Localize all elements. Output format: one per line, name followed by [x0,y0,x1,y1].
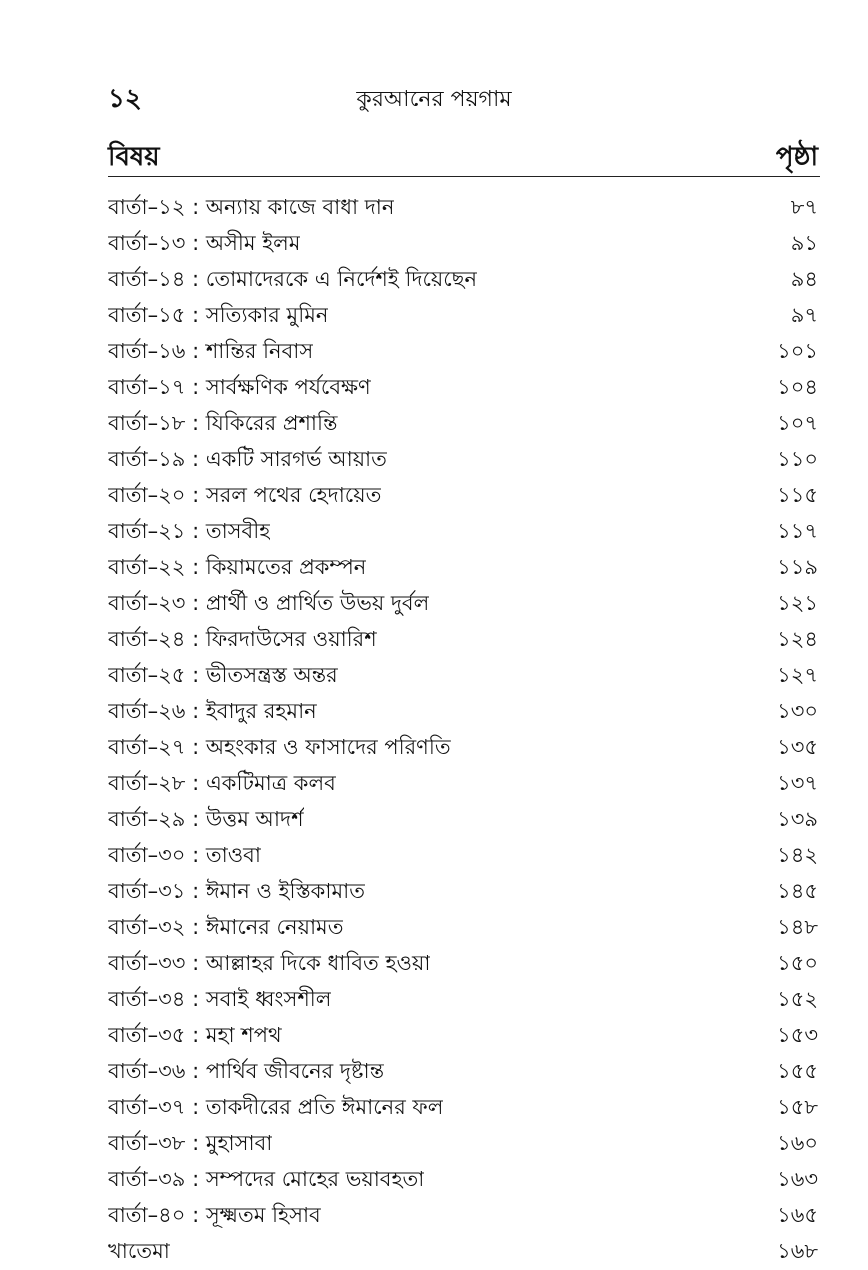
entry-title: বার্তা–৩৪ : সবাই ধ্বংসশীল [108,986,332,1011]
toc-entry [108,838,818,874]
toc-entry [108,226,818,262]
entry-title: বার্তা–১৮ : যিকিরের প্রশান্তি [108,410,338,435]
entry-title: বার্তা–২০ : সরল পথের হেদায়েত [108,482,382,507]
entry-page-number: ৯৭ [790,302,818,327]
entry-title: বার্তা–১৯ : একটি সারগর্ভ আয়াত [108,446,387,471]
entry-page-number: ১৫৫ [777,1058,818,1083]
entry-title: বার্তা–২৪ : ফিরদাউসের ওয়ারিশ [108,626,377,651]
toc-entry [108,1234,818,1270]
entry-title: বার্তা–৩৮ : মুহাসাবা [108,1130,273,1155]
entry-title: বার্তা–৩১ : ঈমান ও ইস্তিকামাত [108,878,365,903]
entry-title: বার্তা–২৮ : একটিমাত্র কলব [108,770,336,795]
toc-entry [108,730,818,766]
toc-entry [108,406,818,442]
entry-title: বার্তা–৩৯ : সম্পদের মোহের ভয়াবহতা [108,1166,425,1191]
toc-entry [108,622,818,658]
toc-entry [108,802,818,838]
entry-title: বার্তা–১৬ : শান্তির নিবাস [108,338,314,363]
entry-page-number: ১৩৯ [777,806,818,831]
entry-page-number: ১৩০ [777,698,818,723]
entry-page-number: ১০১ [777,338,818,363]
toc-entry [108,982,818,1018]
entry-title: বার্তা–২৭ : অহংকার ও ফাসাদের পরিণতি [108,734,451,759]
toc-entry [108,1126,818,1162]
entry-title: বার্তা–২১ : তাসবীহ [108,518,271,543]
entry-page-number: ৯১ [790,230,818,255]
entry-page-number: ১৪২ [777,842,818,867]
entry-page-number: ৯৪ [790,266,818,291]
toc-entry [108,190,818,226]
entry-title: বার্তা–৩৭ : তাকদীরের প্রতি ঈমানের ফল [108,1094,444,1119]
entry-page-number: ১৬৫ [777,1202,818,1227]
entry-title: বার্তা–১৭ : সার্বক্ষণিক পর্যবেক্ষণ [108,374,371,399]
entry-page-number: ১৫৩ [777,1022,818,1047]
toc-entry [108,298,818,334]
toc-entry [108,1018,818,1054]
entry-page-number: ১৬৩ [777,1166,818,1191]
entry-title: বার্তা–৩২ : ঈমানের নেয়ামত [108,914,344,939]
toc-entry [108,1162,818,1198]
entry-page-number: ১১৭ [777,518,818,543]
entry-page-number: ৮৭ [790,194,818,219]
entry-title: বার্তা–৩৫ : মহা শপথ [108,1022,282,1047]
entry-page-number: ১৫০ [777,950,818,975]
toc-entry [108,514,818,550]
entry-page-number: ১১৯ [777,554,818,579]
entry-title: বার্তা–২৩ : প্রার্থী ও প্রার্থিত উভয় দুর্বল [108,590,430,615]
page-number: ১২ [108,84,142,114]
entry-page-number: ১০৪ [777,374,818,399]
toc-entry [108,586,818,622]
entry-page-number: ১১০ [777,446,818,471]
toc-entry [108,478,818,514]
entry-page-number: ১২৪ [777,626,818,651]
entry-title: বার্তা–৩৩ : আল্লাহর দিকে ধাবিত হওয়া [108,950,431,975]
entry-page-number: ১১৫ [777,482,818,507]
entry-title: বার্তা–২৬ : ইবাদুর রহমান [108,698,317,723]
entry-page-number: ১২৭ [777,662,818,687]
entry-title: বার্তা–২৫ : ভীতসন্ত্রস্ত অন্তর [108,662,338,687]
entry-page-number: ১৫২ [777,986,818,1011]
entry-title: বার্তা–১৪ : তোমাদেরকে এ নির্দেশই দিয়েছেন [108,266,477,291]
toc-entry [108,1090,818,1126]
toc-entry [108,370,818,406]
entry-title: বার্তা–২৯ : উত্তম আদর্শ [108,806,304,831]
table-of-contents [108,190,818,1270]
entry-page-number: ১৬০ [777,1130,818,1155]
entry-title: বার্তা–৪০ : সূক্ষ্মতম হিসাব [108,1202,321,1227]
entry-title: বার্তা–৩৬ : পার্থিব জীবনের দৃষ্টান্ত [108,1058,385,1083]
toc-entry [108,262,818,298]
entry-title: খাতেমা [108,1238,170,1263]
entry-title: বার্তা–৩০ : তাওবা [108,842,261,867]
entry-page-number: ১০৭ [777,410,818,435]
header-divider [108,176,820,177]
entry-title: বার্তা–২২ : কিয়ামতের প্রকম্পন [108,554,367,579]
entry-page-number: ১৩৭ [777,770,818,795]
entry-title: বার্তা–১২ : অন্যায় কাজে বাধা দান [108,194,395,219]
subject-column-header: বিষয় [108,142,160,172]
page-column-header: পৃষ্ঠা [775,142,818,172]
entry-page-number: ১৪৫ [777,878,818,903]
toc-entry [108,694,818,730]
toc-entry [108,766,818,802]
toc-entry [108,550,818,586]
toc-entry [108,442,818,478]
toc-entry [108,1054,818,1090]
book-title: কুরআনের পয়গাম [356,87,512,112]
toc-entry [108,334,818,370]
entry-page-number: ১৪৮ [777,914,818,939]
toc-entry [108,874,818,910]
toc-entry [108,1198,818,1234]
toc-entry [108,946,818,982]
entry-page-number: ১৫৮ [777,1094,818,1119]
entry-title: বার্তা–১৫ : সত্যিকার মুমিন [108,302,329,327]
entry-page-number: ১৩৫ [777,734,818,759]
toc-entry [108,658,818,694]
toc-entry [108,910,818,946]
entry-page-number: ১৬৮ [777,1238,818,1263]
entry-page-number: ১২১ [777,590,818,615]
entry-title: বার্তা–১৩ : অসীম ইলম [108,230,301,255]
